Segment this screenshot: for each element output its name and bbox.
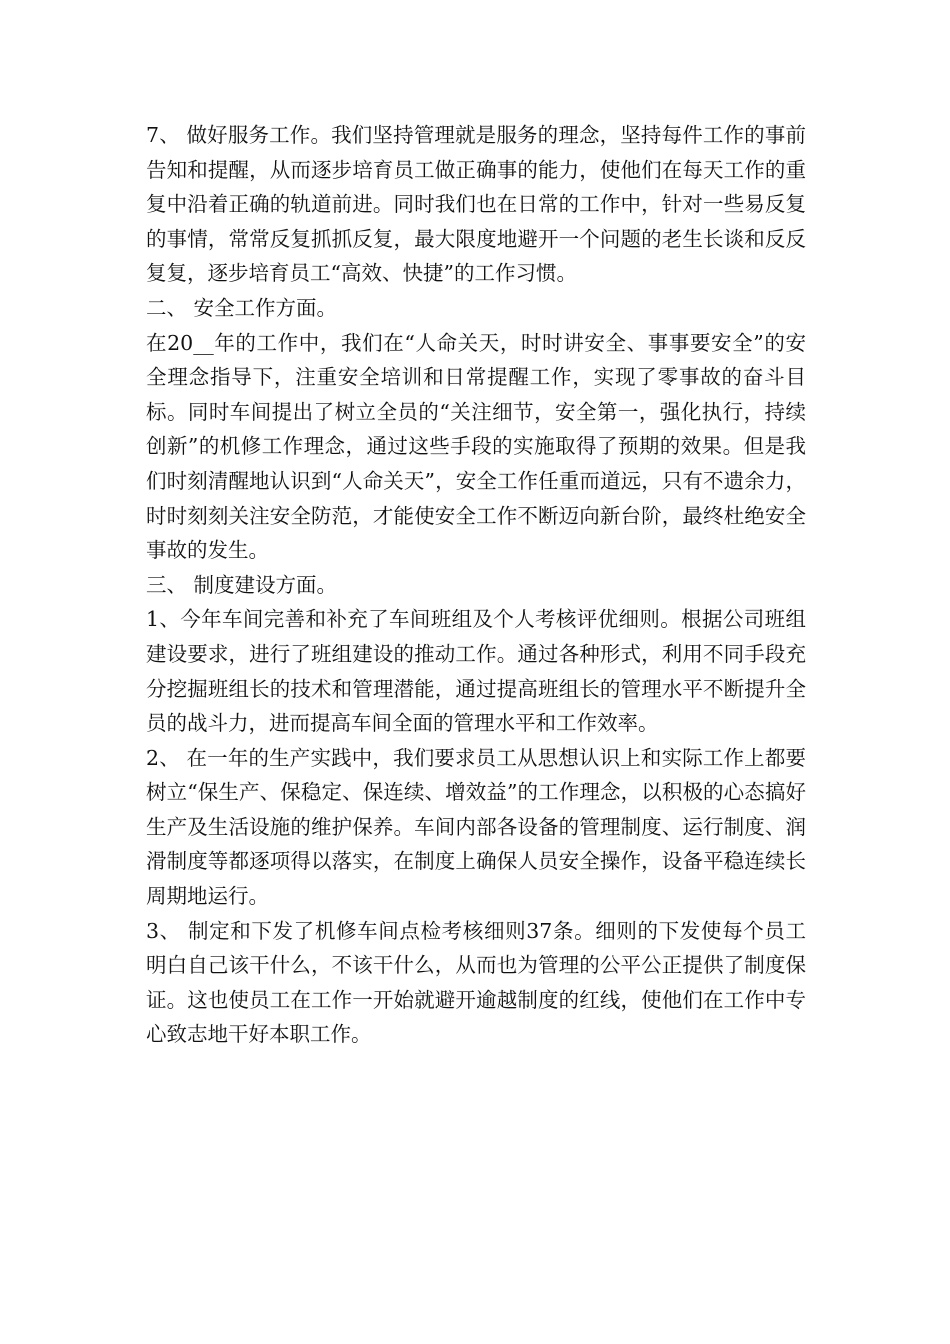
section-heading-safety: 二、 安全工作方面。 [146,295,338,320]
paragraph-system-2: 2、 在一年的生产实践中，我们要求员工从思想认识上和实际工作上都要树立“保生产、保稳定、保连续、增效益”的工作理念，以积极的心态搞好生产及生活设施的维护保养。车间内部各设备的管理制度、运行制度、润滑制度等都逐项得以落实，在制度上确保人员安全操作，设备平稳连续长周期地运行。 [146,745,806,909]
paragraph-service-work: 7、 做好服务工作。我们坚持管理就是服务的理念，坚持每件工作的事前告知和提醒，从而逐步培育员工做正确事的能力，使他们在每天工作的重复中沿着正确的轨道前进。同时我们也在日常的工作中，针对一些易反复的事情，常常反复抓抓反复，最大限度地避开一个问题的老生长谈和反反复复，逐步培育员工“高效、快捷”的工作习惯。 [146,123,806,286]
section-heading-system: 三、 制度建设方面。 [146,572,338,597]
paragraph-system-3: 3、 制定和下发了机修车间点检考核细则37条。细则的下发使每个员工明白自己该干什么，不该干什么，从而也为管理的公平公正提供了制度保证。这也使员工在工作一开始就避开逾越制度的红线，使他们在工作中专心致志地干好本职工作。 [146,918,806,1047]
paragraph-system-1: 1、今年车间完善和补充了车间班组及个人考核评优细则。根据公司班组建设要求，进行了班组建设的推动工作。通过各种形式，利用不同手段充分挖掘班组长的技术和管理潜能，通过提高班组长的管理水平不断提升全员的战斗力，进而提高车间全面的管理水平和工作效率。 [146,607,806,736]
document-body [146,118,806,1052]
paragraph-safety: 在20__年的工作中，我们在“人命关天，时时讲安全、事事要安全”的安全理念指导下，注重安全培训和日常提醒工作，实现了零事故的奋斗目标。同时车间提出了树立全员的“关注细节，安全第一，强化执行，持续创新”的机修工作理念，通过这些手段的实施取得了预期的效果。但是我们时刻清醒地认识到“人命关天”，安全工作任重而道远，只有不遗余力，时时刻刻关注安全防范，才能使安全工作不断迈向新台阶，最终杜绝安全事故的发生。 [146,330,806,563]
